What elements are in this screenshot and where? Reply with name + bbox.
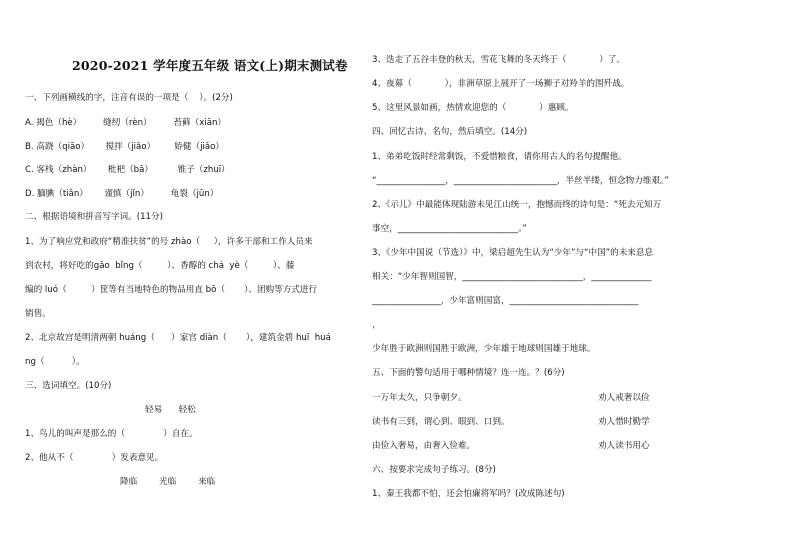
q1-option-a: A. 揭色（hè） 缝纫（rèn） 苔藓（xiān） [25, 118, 227, 128]
q2-para1-line1: 1、为了响应党和政府“精准扶贫”的号 zhào（ ），许多干部和工作人员来 [25, 237, 313, 247]
q4-heading: 四、回忆古诗、名句，然后填空。(14分) [372, 127, 528, 137]
q2-para2-line2: ng（ ）。 [25, 357, 85, 367]
q2-heading: 二、根据语境和拼音写字词。(11分) [25, 212, 163, 222]
q2-para1-line2: 到农村，将好吃的gāo bǐng（ ）、香醇的 chá yè（ ）、藤 [25, 261, 295, 271]
q2-para1-line4: 销售。 [25, 309, 51, 319]
q5-row1-situation: 劝人戒奢以俭 [598, 393, 650, 403]
q1-option-b: B. 高跷（qiāo） 搅拌（jiǎo） 娇健（jiǎo） [25, 142, 224, 152]
q3-word-choices-1: 轻易 轻松 [145, 405, 196, 415]
q4-para3-line3: ________________，少年富则国富，______________________________ [372, 296, 639, 306]
q5-row3-saying: 由俭入奢易，由奢入俭难。 [372, 441, 476, 451]
q3-word-choices-2: 降临 光临 来临 [120, 477, 216, 487]
q5-row3-situation: 劝人读书用心 [598, 441, 650, 451]
q4-para2-line2: 事空，____________________________。” [372, 224, 527, 234]
q6-heading: 六、按要求完成句子练习。(8分) [372, 465, 496, 475]
q4-para3-line5: 少年胜于欧洲则国胜于欧洲，少年雄于地球则国雄于地球。 [372, 344, 596, 354]
q4-para1-line1: 1、弟弟吃饭时经常剩饭，不爱惜粮食，请你用古人的名句提醒他。 [372, 152, 627, 162]
q4-para2-line1: 2、《示儿》中最能体现陆游未见江山统一，抱憾而终的诗句是：“死去元知万 [372, 200, 662, 210]
q5-row2-saying: 读书有三到，谓心到、眼到、口到。 [372, 417, 510, 427]
q1-option-d: D. 腼腆（tiǎn） 谨慎（jǐn） 龟裂（jūn） [25, 189, 219, 199]
q3-heading: 三、选词填空。(10分) [25, 381, 112, 391]
q4-para3-line2: 相关：“少年智则国智，____________________________，______________ [372, 272, 652, 282]
q2-para1-line3: 编的 luó（ ）筐等有当地特色的物品用直 bō（ ）、团购等方式进行 [25, 285, 318, 295]
q6-sentence-1: 1、秦王我都不怕，还会怕廉将军吗？(改成陈述句) [372, 489, 565, 499]
q1-option-c: C. 客栈（zhàn） 枇杷（bā） 锥子（zhuī） [25, 165, 230, 175]
q3-sentence-1: 1、鸟儿的叫声是那么的（ ）自在。 [25, 429, 198, 439]
q3-sentence-2: 2、他从不（ ）发表意见。 [25, 453, 164, 463]
q5-row1-saying: 一万年太久，只争朝夕。 [372, 393, 467, 403]
q5-heading: 五、下面的警句适用于哪种情境？连一连。？(6分) [372, 368, 565, 378]
q1-heading: 一、下列画横线的字，注音有误的一项是（ ）。(2分) [25, 93, 233, 103]
q4-para3-line1: 3、《少年中国说（节选）》中，梁启超先生认为“少年”与“中国”的未来息息 [372, 248, 654, 258]
q3-sentence-3: 3、迭走了五谷丰登的秋天，雪花飞舞的冬天终于（ ）了。 [372, 55, 626, 65]
q5-row2-situation: 劝人惜时勤学 [598, 417, 650, 427]
q3-sentence-4: 4、夜幕（ ），非洲草原上展开了一场狮子对羚羊的围歼战。 [372, 79, 630, 89]
q4-para1-line2: “________________，________________________，半丝半缕，恒念物力维艰。” [372, 176, 669, 186]
q2-para2-line1: 2、北京故宫是明清两朝 huáng（ ）家宫 diàn（ ），建筑金碧 huī huá [25, 333, 331, 343]
page-title: 2020-2021 学年度五年级 语文(上)期末测试卷 [72, 58, 348, 73]
q4-para3-line4: ， [372, 320, 381, 330]
q3-sentence-5: 5、这里风景如画，热情欢迎您的（ ）惠顾。 [372, 103, 574, 113]
